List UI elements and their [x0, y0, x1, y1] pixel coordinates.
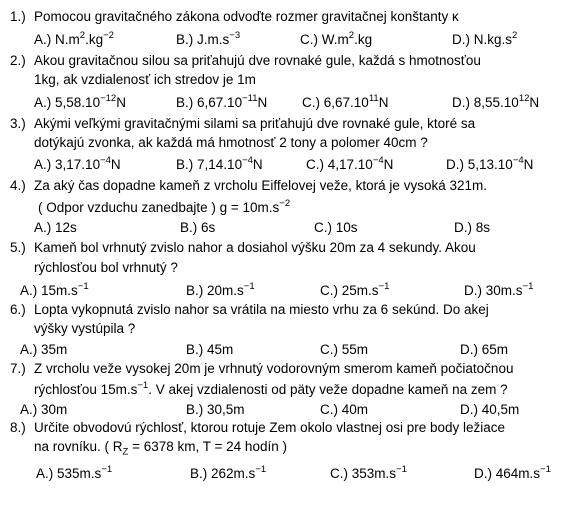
question-6-number: 6.)	[10, 302, 26, 317]
question-4-option-a[interactable]: A.) 12s	[34, 220, 77, 235]
question-5-option-c[interactable]: C.) $25m.s^{-1}$	[320, 280, 390, 298]
question-3-text-line-2: dotýkajú zvonka, ak každá má hmotnosť 2 tony a polomer 40cm ?	[34, 135, 428, 150]
question-2-option-b[interactable]: B.) $6,67.10^{-11}N$	[176, 92, 268, 110]
question-5-number: 5.)	[10, 240, 26, 255]
question-6-text-line-1: Lopta vykopnutá zvislo nahor sa vrátila na miesto vrhu za 6 sekúnd. Do akej	[34, 302, 489, 317]
question-4-option-c[interactable]: C.) 10s	[314, 220, 358, 235]
question-1-option-b[interactable]: B.) $J.m.s^{-3}$	[176, 29, 241, 47]
question-7-option-c[interactable]: C.) 40m	[320, 402, 369, 417]
question-8-text-line-2: na rovníku. ( $R_Z = 6378$ km, T = 24 hodín )	[34, 439, 287, 458]
question-8-text-line-1: Určite obvodovú rýchlosť, ktorou rotuje Zem okolo vlastnej osi pre body ležiace	[34, 420, 506, 435]
question-5-text-line-1: Kameň bol vrhnutý zvislo nahor a dosiahol výšku 20m za 4 sekundy. Akou	[34, 240, 476, 255]
question-3-option-a[interactable]: A.) $3,17.10^{-4}N$	[34, 154, 121, 172]
question-7-option-a[interactable]: A.) 30m	[20, 402, 68, 417]
question-1-option-c[interactable]: C.) $W.m^2.kg$	[300, 29, 373, 47]
question-6-option-c[interactable]: C.) 55m	[320, 342, 369, 357]
question-3-option-d[interactable]: D.) $5,13.10^{-4}N$	[446, 154, 534, 172]
question-2-text-line-2: 1kg, ak vzdialenosť ich stredov je 1m	[34, 72, 256, 87]
question-1-option-a[interactable]: A.) $N.m^2.kg^{-2}$	[34, 29, 114, 47]
question-4-option-d[interactable]: D.) 8s	[454, 220, 491, 235]
question-4-text-line-2: ( Odpor vzduchu zanedbajte ) $g = 10m.s^{-2}$	[38, 197, 291, 215]
question-8-option-d[interactable]: D.) $464m.s^{-1}$	[474, 463, 551, 481]
question-7-option-b[interactable]: B.) 30,5m	[186, 402, 245, 417]
question-7-text-line-2: rýchlosťou $15m.s^{-1}$. V akej vzdialenosti od päty veže dopadne kameň na zem ?	[34, 379, 508, 397]
question-7-text-line-1: Z vrcholu veže vysokej 20m je vrhnutý vodorovným smerom kameň počiatočnou	[34, 361, 514, 376]
question-5-option-b[interactable]: B.) $20m.s^{-1}$	[186, 280, 255, 298]
question-2-option-d[interactable]: D.) 8,55.10$^{12}$N	[452, 92, 540, 110]
question-6-option-d[interactable]: D.) 65m	[460, 342, 509, 357]
question-1-option-d[interactable]: D.) $N.kg.s^2$	[452, 29, 518, 47]
question-6-option-a[interactable]: A.) 35m	[20, 342, 68, 357]
question-2-number: 2.)	[10, 53, 26, 68]
question-3-option-c[interactable]: C.) $4,17.10^{-4}N$	[306, 154, 394, 172]
question-7-number: 7.)	[10, 361, 26, 376]
question-5-option-a[interactable]: A.) $15m.s^{-1}$	[20, 280, 89, 298]
question-8-option-b[interactable]: B.) $262m.s^{-1}$	[190, 463, 267, 481]
question-2-option-c[interactable]: C.) 6,67.10$^{11}$N	[302, 92, 389, 110]
question-8-number: 8.)	[10, 420, 26, 435]
question-8-option-c[interactable]: C.) $353m.s^{-1}$	[330, 463, 407, 481]
question-5-text-line-2: rýchlosťou bol vrhnutý ?	[34, 260, 178, 275]
question-3-number: 3.)	[10, 116, 26, 131]
question-8-option-a[interactable]: A.) $535m.s^{-1}$	[36, 463, 113, 481]
question-3-option-b[interactable]: B.) $7,14.10^{-4}N$	[176, 154, 263, 172]
question-1-text: Pomocou gravitačného zákona odvoďte rozmer gravitačnej konštanty κ	[34, 9, 459, 24]
question-3-text-line-1: Akými veľkými gravitačnými silami sa priťahujú dve rovnaké gule, ktoré sa	[34, 116, 476, 131]
question-4-option-b[interactable]: B.) 6s	[180, 220, 216, 235]
question-2-option-a[interactable]: A.) $5,58.10^{-12}N$	[34, 92, 126, 110]
question-7-option-d[interactable]: D.) 40,5m	[460, 402, 520, 417]
question-6-text-line-2: výšky vystúpila ?	[34, 321, 136, 336]
question-4-text-line-1: Za aký čas dopadne kameň z vrcholu Eiffelovej veže, ktorá je vysoká 321m.	[34, 178, 487, 193]
question-2-text-line-1: Akou gravitačnou silou sa priťahujú dve rovnaké gule, každá s hmotnosťou	[34, 53, 481, 68]
question-6-option-b[interactable]: B.) 45m	[186, 342, 234, 357]
question-5-option-d[interactable]: D.) $30m.s^{-1}$	[464, 280, 534, 298]
question-4-number: 4.)	[10, 178, 26, 193]
question-1-number: 1.)	[10, 9, 26, 24]
